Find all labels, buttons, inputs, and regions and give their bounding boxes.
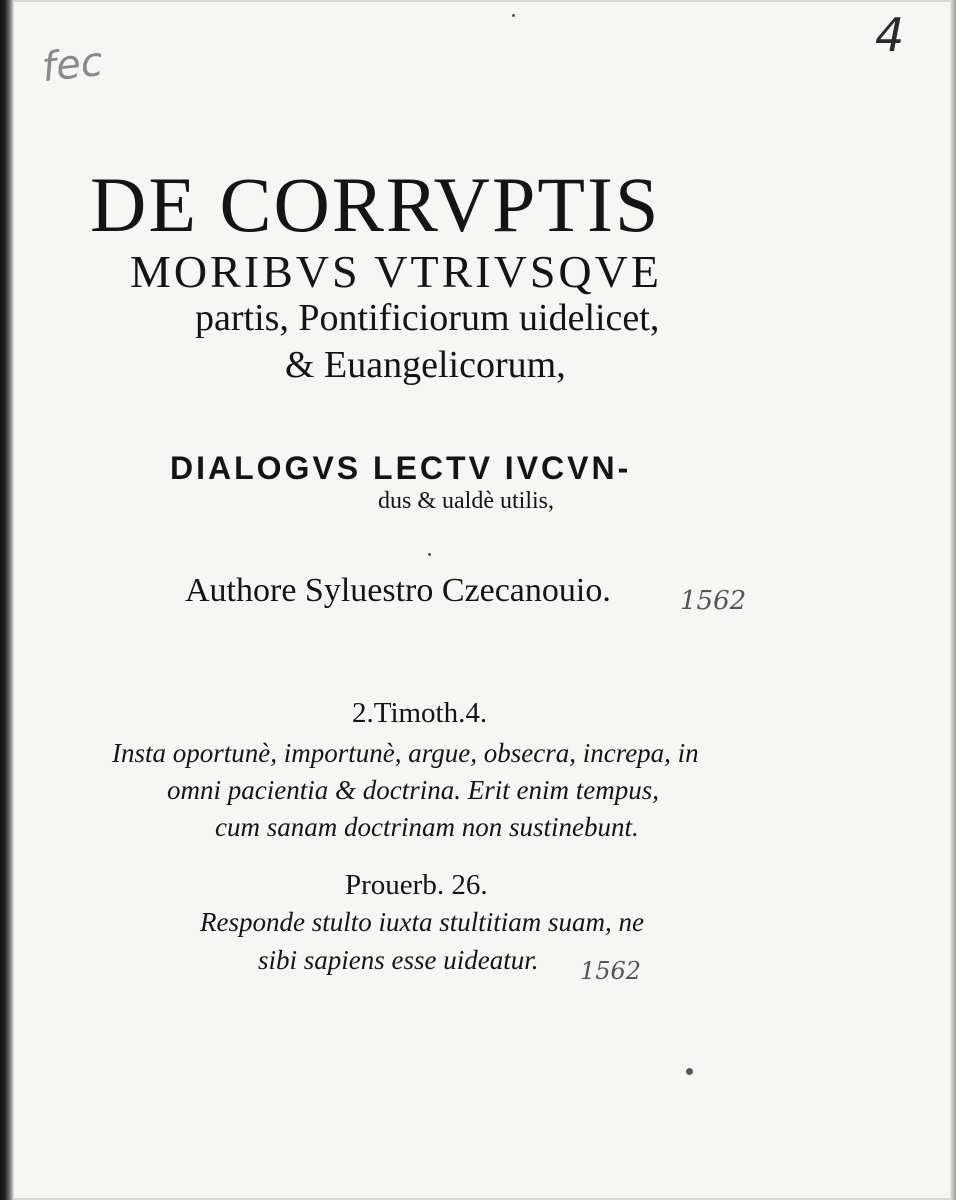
page-left-edge bbox=[0, 0, 14, 1200]
handwritten-year-bottom: 1562 bbox=[580, 957, 642, 985]
title-line-2: MORIBVS VTRIVSQVE bbox=[130, 246, 662, 297]
subtitle-line-2: dus & ualdè utilis, bbox=[378, 488, 554, 514]
ink-speck bbox=[512, 14, 515, 17]
scripture-citation-2: Prouerb. 26. bbox=[345, 869, 488, 901]
page-right-edge bbox=[950, 0, 956, 1200]
scripture-1-line-2: omni pacientia & doctrina. Erit enim tempus, bbox=[167, 775, 659, 805]
title-line-3: partis, Pontificiorum uidelicet, bbox=[195, 297, 660, 339]
page-number: 4 bbox=[875, 8, 905, 62]
ink-speck bbox=[686, 1068, 693, 1075]
author-line: Authore Syluestro Czecanouio. bbox=[185, 572, 611, 609]
title-line-4: & Euangelicorum, bbox=[285, 344, 566, 386]
pencil-annotation: fec bbox=[39, 38, 105, 92]
scripture-2-line-2: sibi sapiens esse uideatur. bbox=[258, 945, 539, 975]
ink-speck bbox=[428, 553, 431, 556]
scripture-1-line-1: Insta oportunè, importunè, argue, obsecra, increpa, in bbox=[112, 738, 699, 768]
scripture-1-line-3: cum sanam doctrinam non sustinebunt. bbox=[215, 812, 639, 842]
scripture-2-line-1: Responde stulto iuxta stultitiam suam, ne bbox=[200, 907, 644, 937]
scripture-citation-1: 2.Timoth.4. bbox=[352, 697, 488, 729]
subtitle-line-1: DIALOGVS LECTV IVCVN- bbox=[170, 450, 632, 486]
handwritten-year: 1562 bbox=[680, 586, 747, 616]
title-line-1: DE CORRVPTIS bbox=[90, 161, 661, 248]
